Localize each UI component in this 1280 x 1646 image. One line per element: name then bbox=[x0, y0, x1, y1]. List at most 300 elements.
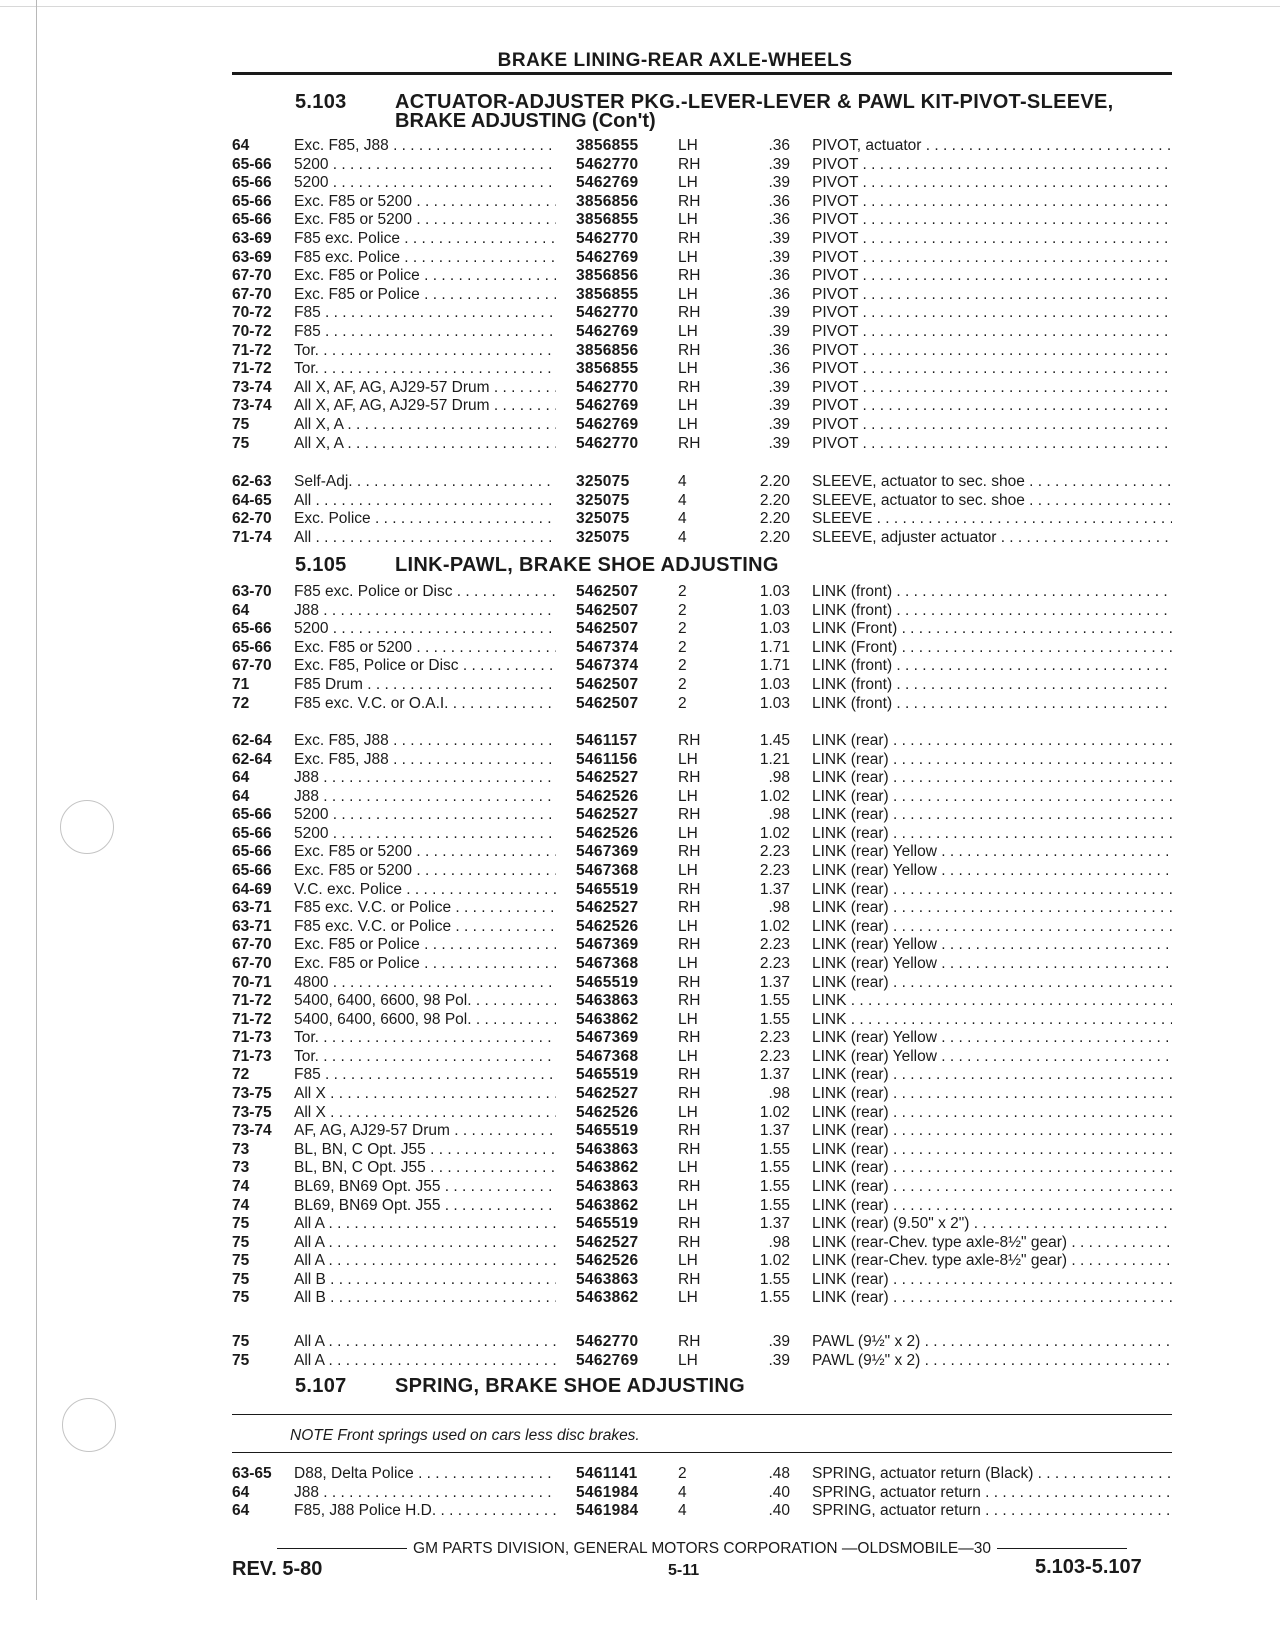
price-cell: 1.55 bbox=[759, 1289, 790, 1307]
application-cell: Exc. F85, Police or Disc . . . bbox=[294, 657, 556, 675]
price-cell: .39 bbox=[768, 323, 790, 340]
application-cell: 5200 . . . bbox=[294, 806, 556, 824]
table-row bbox=[0, 862, 1280, 880]
application-cell: All . . . bbox=[294, 492, 556, 510]
price-cell: .98 bbox=[768, 1085, 790, 1103]
description-cell: LINK (Front) . . . bbox=[812, 639, 1172, 657]
year-cell: 73-74 bbox=[232, 378, 272, 396]
application-cell: BL, BN, C Opt. J55 . . . bbox=[294, 1159, 556, 1177]
description-cell: SPRING, actuator return . . . bbox=[812, 1484, 1172, 1502]
description-cell: PIVOT . . . bbox=[812, 267, 1172, 285]
description-cell: LINK (rear) Yellow . . . bbox=[812, 843, 1172, 861]
part-number-cell: 5467369 bbox=[576, 1029, 639, 1047]
description-cell: PIVOT . . . bbox=[812, 230, 1172, 248]
section-number: 5.103 bbox=[295, 91, 347, 113]
price-cell: 2.20 bbox=[759, 510, 790, 528]
qty-side-cell: LH bbox=[678, 137, 698, 154]
price-cell: .48 bbox=[768, 1465, 790, 1482]
price-cell: .40 bbox=[768, 1483, 790, 1501]
price-cell: .36 bbox=[768, 267, 790, 285]
part-number-cell: 5465519 bbox=[576, 1066, 639, 1084]
year-cell: 71-72 bbox=[232, 360, 272, 378]
qty-side-cell: LH bbox=[678, 1289, 698, 1307]
price-cell: 1.55 bbox=[759, 1270, 790, 1288]
application-cell: All B . . . bbox=[294, 1271, 556, 1289]
application-cell: J88 . . . bbox=[294, 769, 556, 787]
year-cell: 64 bbox=[232, 787, 250, 805]
application-cell: All X, A . . . bbox=[294, 416, 556, 434]
year-cell: 62-70 bbox=[232, 510, 272, 528]
part-number-cell: 5462526 bbox=[576, 1103, 639, 1121]
year-cell: 71-73 bbox=[232, 1029, 272, 1047]
description-cell: LINK (rear) . . . bbox=[812, 1197, 1172, 1215]
part-number-cell: 5462769 bbox=[576, 1351, 639, 1369]
application-cell: F85 . . . bbox=[294, 304, 556, 322]
part-number-cell: 5462770 bbox=[576, 378, 639, 396]
qty-side-cell: RH bbox=[678, 973, 701, 991]
qty-side-cell: 4 bbox=[678, 491, 687, 509]
application-cell: F85 exc. Police . . . bbox=[294, 230, 556, 248]
application-cell: All A . . . bbox=[294, 1333, 556, 1351]
year-cell: 75 bbox=[232, 1233, 250, 1251]
description-cell: LINK (rear) Yellow . . . bbox=[812, 936, 1172, 954]
part-number-cell: 5463862 bbox=[576, 1196, 639, 1214]
table-row bbox=[0, 156, 1280, 174]
part-number-cell: 5467374 bbox=[576, 638, 639, 656]
section-heading bbox=[295, 1376, 745, 1396]
application-cell: All A . . . bbox=[294, 1352, 556, 1370]
price-cell: .98 bbox=[768, 1233, 790, 1251]
application-cell: BL69, BN69 Opt. J55 . . . bbox=[294, 1178, 556, 1196]
price-cell: .36 bbox=[768, 341, 790, 359]
price-cell: .39 bbox=[768, 397, 790, 415]
description-cell: LINK (rear) Yellow . . . bbox=[812, 1029, 1172, 1047]
application-cell: Exc. F85 or Police . . . bbox=[294, 267, 556, 285]
table-row bbox=[0, 1104, 1280, 1122]
table-row bbox=[0, 843, 1280, 861]
punch-hole-mark bbox=[62, 1398, 116, 1452]
part-number-cell: 5462507 bbox=[576, 601, 639, 619]
table-row bbox=[0, 992, 1280, 1010]
table-row bbox=[0, 211, 1280, 229]
part-number-cell: 325075 bbox=[576, 491, 630, 509]
part-number-cell: 325075 bbox=[576, 473, 630, 490]
description-cell: PIVOT . . . bbox=[812, 397, 1172, 415]
note-text: NOTE Front springs used on cars less disc brakes. bbox=[290, 1427, 640, 1444]
year-cell: 65-66 bbox=[232, 192, 272, 210]
year-cell: 75 bbox=[232, 1333, 250, 1350]
part-number-cell: 5463863 bbox=[576, 1177, 639, 1195]
qty-side-cell: LH bbox=[678, 1010, 698, 1028]
year-cell: 67-70 bbox=[232, 954, 272, 972]
qty-side-cell: RH bbox=[678, 1333, 701, 1350]
table-row bbox=[0, 676, 1280, 694]
description-cell: LINK (front) . . . bbox=[812, 657, 1172, 675]
description-cell: PIVOT . . . bbox=[812, 379, 1172, 397]
section-heading bbox=[295, 555, 779, 575]
table-row bbox=[0, 510, 1280, 528]
year-cell: 62-64 bbox=[232, 750, 272, 768]
description-cell: LINK (rear) (9.50" x 2") . . . bbox=[812, 1215, 1172, 1233]
price-cell: 1.03 bbox=[759, 694, 790, 712]
year-cell: 65-66 bbox=[232, 806, 272, 824]
qty-side-cell: 4 bbox=[678, 1502, 687, 1520]
description-cell: PIVOT . . . bbox=[812, 304, 1172, 322]
table-row bbox=[0, 583, 1280, 601]
qty-side-cell: LH bbox=[678, 787, 698, 805]
price-cell: .98 bbox=[768, 769, 790, 787]
price-cell: 2.23 bbox=[759, 1047, 790, 1065]
application-cell: All X . . . bbox=[294, 1104, 556, 1122]
description-cell: LINK (rear) . . . bbox=[812, 899, 1172, 917]
description-cell: LINK (Front) . . . bbox=[812, 620, 1172, 638]
part-number-cell: 5462527 bbox=[576, 1085, 639, 1103]
price-cell: 2.20 bbox=[759, 528, 790, 546]
qty-side-cell: 2 bbox=[678, 676, 687, 693]
description-cell: LINK (rear) . . . bbox=[812, 1271, 1172, 1289]
qty-side-cell: RH bbox=[678, 1140, 701, 1158]
year-cell: 70-71 bbox=[232, 973, 272, 991]
part-number-cell: 5465519 bbox=[576, 880, 639, 898]
description-cell: LINK (rear) . . . bbox=[812, 788, 1172, 806]
price-cell: .39 bbox=[768, 304, 790, 322]
table-row bbox=[0, 732, 1280, 750]
year-cell: 75 bbox=[232, 1270, 250, 1288]
price-cell: .39 bbox=[768, 378, 790, 396]
part-number-cell: 5462770 bbox=[576, 434, 639, 452]
table-row bbox=[0, 1234, 1280, 1252]
price-cell: 1.55 bbox=[759, 1177, 790, 1195]
year-cell: 62-63 bbox=[232, 473, 272, 490]
year-cell: 74 bbox=[232, 1196, 250, 1214]
table-row bbox=[0, 1215, 1280, 1233]
price-cell: .36 bbox=[768, 137, 790, 154]
year-cell: 71-73 bbox=[232, 1047, 272, 1065]
description-cell: LINK (rear) . . . bbox=[812, 751, 1172, 769]
table-row bbox=[0, 249, 1280, 267]
table-row bbox=[0, 435, 1280, 453]
table-row bbox=[0, 1029, 1280, 1047]
qty-side-cell: LH bbox=[678, 1351, 698, 1369]
part-number-cell: 325075 bbox=[576, 528, 630, 546]
qty-side-cell: RH bbox=[678, 1215, 701, 1233]
year-cell: 62-64 bbox=[232, 732, 272, 749]
part-number-cell: 5463863 bbox=[576, 1140, 639, 1158]
price-cell: 2.20 bbox=[759, 473, 790, 490]
application-cell: F85 exc. V.C. or O.A.I. . . . bbox=[294, 695, 556, 713]
part-number-cell: 5467369 bbox=[576, 843, 639, 861]
part-number-cell: 5467368 bbox=[576, 862, 639, 880]
qty-side-cell: RH bbox=[678, 192, 701, 210]
year-cell: 63-69 bbox=[232, 230, 272, 247]
application-cell: All . . . bbox=[294, 529, 556, 547]
table-row bbox=[0, 267, 1280, 285]
part-number-cell: 3856855 bbox=[576, 211, 639, 229]
part-number-cell: 3856855 bbox=[576, 360, 639, 378]
qty-side-cell: LH bbox=[678, 862, 698, 880]
description-cell: LINK (rear) . . . bbox=[812, 1122, 1172, 1140]
year-cell: 71 bbox=[232, 676, 250, 693]
description-cell: LINK (front) . . . bbox=[812, 695, 1172, 713]
note-rule-top bbox=[232, 1414, 1172, 1415]
table-row bbox=[0, 1271, 1280, 1289]
table-row bbox=[0, 899, 1280, 917]
application-cell: J88 . . . bbox=[294, 1484, 556, 1502]
description-cell: LINK . . . bbox=[812, 992, 1172, 1010]
qty-side-cell: LH bbox=[678, 248, 698, 266]
price-cell: 1.55 bbox=[759, 1196, 790, 1214]
table-row bbox=[0, 1085, 1280, 1103]
price-cell: 1.37 bbox=[759, 880, 790, 898]
table-row bbox=[0, 379, 1280, 397]
year-cell: 71-74 bbox=[232, 528, 272, 546]
table-row bbox=[0, 602, 1280, 620]
description-cell: LINK (rear) . . . bbox=[812, 1141, 1172, 1159]
description-cell: LINK (rear) . . . bbox=[812, 1289, 1172, 1307]
footer-division bbox=[232, 1540, 1172, 1558]
year-cell: 63-65 bbox=[232, 1465, 272, 1482]
application-cell: 5200 . . . bbox=[294, 620, 556, 638]
note-rule-bottom bbox=[232, 1452, 1172, 1453]
table-row bbox=[0, 193, 1280, 211]
table-row bbox=[0, 769, 1280, 787]
price-cell: 2.20 bbox=[759, 491, 790, 509]
year-cell: 67-70 bbox=[232, 936, 272, 954]
part-number-cell: 5462769 bbox=[576, 248, 639, 266]
price-cell: .36 bbox=[768, 192, 790, 210]
qty-side-cell: RH bbox=[678, 434, 701, 452]
price-cell: .39 bbox=[768, 416, 790, 433]
part-number-cell: 5463862 bbox=[576, 1289, 639, 1307]
table-row bbox=[0, 1066, 1280, 1084]
section-number: 5.107 bbox=[295, 1375, 347, 1397]
year-cell: 75 bbox=[232, 1289, 250, 1307]
application-cell: Tor. . . . bbox=[294, 1029, 556, 1047]
year-cell: 65-66 bbox=[232, 620, 272, 638]
year-cell: 73-75 bbox=[232, 1103, 272, 1121]
table-row bbox=[0, 529, 1280, 547]
application-cell: Exc. F85 or Police . . . bbox=[294, 936, 556, 954]
qty-side-cell: 4 bbox=[678, 473, 687, 490]
qty-side-cell: RH bbox=[678, 1029, 701, 1047]
qty-side-cell: LH bbox=[678, 1196, 698, 1214]
price-cell: 1.02 bbox=[759, 1252, 790, 1270]
qty-side-cell: RH bbox=[678, 992, 701, 1010]
price-cell: 1.02 bbox=[759, 1103, 790, 1121]
year-cell: 67-70 bbox=[232, 267, 272, 285]
application-cell: All B . . . bbox=[294, 1289, 556, 1307]
part-number-cell: 3856856 bbox=[576, 267, 639, 285]
year-cell: 64-65 bbox=[232, 491, 272, 509]
application-cell: Exc. F85, J88 . . . bbox=[294, 732, 556, 750]
qty-side-cell: 4 bbox=[678, 528, 687, 546]
qty-side-cell: RH bbox=[678, 880, 701, 898]
year-cell: 75 bbox=[232, 1351, 250, 1369]
qty-side-cell: LH bbox=[678, 174, 698, 192]
table-row bbox=[0, 974, 1280, 992]
price-cell: 1.55 bbox=[759, 1159, 790, 1177]
part-number-cell: 5462769 bbox=[576, 416, 639, 433]
application-cell: F85 Drum . . . bbox=[294, 676, 556, 694]
table-row bbox=[0, 788, 1280, 806]
qty-side-cell: LH bbox=[678, 750, 698, 768]
year-cell: 75 bbox=[232, 1215, 250, 1233]
revision-label: REV. 5-80 bbox=[232, 1558, 323, 1580]
description-cell: SLEEVE, adjuster actuator . . . bbox=[812, 529, 1172, 547]
qty-side-cell: RH bbox=[678, 769, 701, 787]
qty-side-cell: RH bbox=[678, 1233, 701, 1251]
table-row bbox=[0, 1178, 1280, 1196]
application-cell: F85, J88 Police H.D. . . . bbox=[294, 1502, 556, 1520]
price-cell: 1.02 bbox=[759, 787, 790, 805]
table-row bbox=[0, 657, 1280, 675]
year-cell: 65-66 bbox=[232, 155, 272, 173]
table-row bbox=[0, 1484, 1280, 1502]
footer-rule-left bbox=[277, 1548, 407, 1549]
part-number-cell: 5462770 bbox=[576, 230, 639, 247]
qty-side-cell: LH bbox=[678, 824, 698, 842]
table-row bbox=[0, 1197, 1280, 1215]
part-number-cell: 5462769 bbox=[576, 174, 639, 192]
qty-side-cell: LH bbox=[678, 1159, 698, 1177]
year-cell: 63-71 bbox=[232, 899, 272, 917]
application-cell: Exc. F85 or 5200 . . . bbox=[294, 211, 556, 229]
part-number-cell: 5463863 bbox=[576, 992, 639, 1010]
description-cell: LINK (front) . . . bbox=[812, 602, 1172, 620]
application-cell: F85 . . . bbox=[294, 1066, 556, 1084]
year-cell: 72 bbox=[232, 1066, 250, 1084]
description-cell: LINK . . . bbox=[812, 1011, 1172, 1029]
price-cell: 1.37 bbox=[759, 1122, 790, 1140]
qty-side-cell: RH bbox=[678, 304, 701, 322]
price-cell: 1.55 bbox=[759, 1140, 790, 1158]
description-cell: PIVOT . . . bbox=[812, 174, 1172, 192]
year-cell: 71-72 bbox=[232, 341, 272, 359]
table-row bbox=[0, 416, 1280, 434]
price-cell: 1.02 bbox=[759, 824, 790, 842]
qty-side-cell: RH bbox=[678, 267, 701, 285]
price-cell: 1.71 bbox=[759, 657, 790, 675]
qty-side-cell: RH bbox=[678, 936, 701, 954]
price-cell: 2.23 bbox=[759, 1029, 790, 1047]
table-row bbox=[0, 342, 1280, 360]
part-number-cell: 5465519 bbox=[576, 973, 639, 991]
price-cell: 1.37 bbox=[759, 973, 790, 991]
qty-side-cell: RH bbox=[678, 155, 701, 173]
description-cell: PIVOT . . . bbox=[812, 249, 1172, 267]
price-cell: .39 bbox=[768, 434, 790, 452]
description-cell: SLEEVE, actuator to sec. shoe . . . bbox=[812, 492, 1172, 510]
description-cell: PIVOT . . . bbox=[812, 323, 1172, 341]
year-cell: 65-66 bbox=[232, 174, 272, 192]
application-cell: J88 . . . bbox=[294, 788, 556, 806]
part-number-cell: 3856856 bbox=[576, 192, 639, 210]
year-cell: 73 bbox=[232, 1159, 250, 1177]
part-number-cell: 5462526 bbox=[576, 917, 639, 935]
table-row bbox=[0, 137, 1280, 155]
year-cell: 75 bbox=[232, 416, 250, 433]
price-cell: 2.23 bbox=[759, 954, 790, 972]
part-number-cell: 5467374 bbox=[576, 657, 639, 675]
year-cell: 70-72 bbox=[232, 304, 272, 322]
table-row bbox=[0, 918, 1280, 936]
description-cell: PIVOT . . . bbox=[812, 360, 1172, 378]
qty-side-cell: RH bbox=[678, 843, 701, 861]
description-cell: PIVOT . . . bbox=[812, 156, 1172, 174]
table-row bbox=[0, 751, 1280, 769]
table-row bbox=[0, 1289, 1280, 1307]
table-row bbox=[0, 620, 1280, 638]
part-number-cell: 5461157 bbox=[576, 732, 638, 749]
application-cell: All X, AF, AG, AJ29-57 Drum . . . bbox=[294, 379, 556, 397]
part-number-cell: 5465519 bbox=[576, 1215, 639, 1233]
price-cell: 1.03 bbox=[759, 620, 790, 638]
year-cell: 71-72 bbox=[232, 992, 272, 1010]
application-cell: Exc. F85 or 5200 . . . bbox=[294, 193, 556, 211]
table-row bbox=[0, 174, 1280, 192]
part-number-cell: 5461141 bbox=[576, 1465, 638, 1482]
application-cell: F85 exc. Police or Disc . . . bbox=[294, 583, 556, 601]
price-cell: 1.55 bbox=[759, 1010, 790, 1028]
description-cell: LINK (rear) . . . bbox=[812, 918, 1172, 936]
part-number-cell: 5463862 bbox=[576, 1010, 639, 1028]
year-cell: 71-72 bbox=[232, 1010, 272, 1028]
description-cell: PIVOT . . . bbox=[812, 435, 1172, 453]
qty-side-cell: RH bbox=[678, 1085, 701, 1103]
price-cell: .39 bbox=[768, 155, 790, 173]
application-cell: 5200 . . . bbox=[294, 174, 556, 192]
qty-side-cell: 4 bbox=[678, 510, 687, 528]
qty-side-cell: LH bbox=[678, 416, 698, 433]
qty-side-cell: 2 bbox=[678, 601, 687, 619]
section-title: SPRING, BRAKE SHOE ADJUSTING bbox=[395, 1375, 745, 1397]
table-row bbox=[0, 1252, 1280, 1270]
year-cell: 65-66 bbox=[232, 211, 272, 229]
price-cell: 1.03 bbox=[759, 601, 790, 619]
part-number-cell: 5462770 bbox=[576, 1333, 639, 1350]
qty-side-cell: RH bbox=[678, 1066, 701, 1084]
description-cell: LINK (front) . . . bbox=[812, 676, 1172, 694]
price-cell: 1.37 bbox=[759, 1066, 790, 1084]
application-cell: BL, BN, C Opt. J55 . . . bbox=[294, 1141, 556, 1159]
table-row bbox=[0, 286, 1280, 304]
table-row bbox=[0, 1465, 1280, 1483]
table-row bbox=[0, 1352, 1280, 1370]
qty-side-cell: 2 bbox=[678, 694, 687, 712]
part-number-cell: 325075 bbox=[576, 510, 630, 528]
application-cell: F85 exc. V.C. or Police . . . bbox=[294, 918, 556, 936]
year-cell: 75 bbox=[232, 1252, 250, 1270]
application-cell: All X . . . bbox=[294, 1085, 556, 1103]
section-heading bbox=[295, 92, 1114, 112]
part-number-cell: 5462527 bbox=[576, 769, 639, 787]
part-number-cell: 5462526 bbox=[576, 787, 639, 805]
application-cell: Exc. F85, J88 . . . bbox=[294, 137, 556, 155]
application-cell: Exc. F85 or Police . . . bbox=[294, 955, 556, 973]
section-title: ACTUATOR-ADJUSTER PKG.-LEVER-LEVER & PAWL KIT-PIVOT-SLEEVE, bbox=[395, 91, 1114, 113]
table-row bbox=[0, 881, 1280, 899]
application-cell: D88, Delta Police . . . bbox=[294, 1465, 556, 1483]
part-number-cell: 5462526 bbox=[576, 824, 639, 842]
application-cell: Exc. F85 or 5200 . . . bbox=[294, 639, 556, 657]
qty-side-cell: 2 bbox=[678, 583, 687, 600]
application-cell: 5400, 6400, 6600, 98 Pol. . . . bbox=[294, 992, 556, 1010]
qty-side-cell: LH bbox=[678, 1103, 698, 1121]
section-number: 5.105 bbox=[295, 554, 347, 576]
application-cell: J88 . . . bbox=[294, 602, 556, 620]
section-range: 5.103-5.107 bbox=[1035, 1556, 1142, 1578]
part-number-cell: 5462507 bbox=[576, 676, 639, 693]
